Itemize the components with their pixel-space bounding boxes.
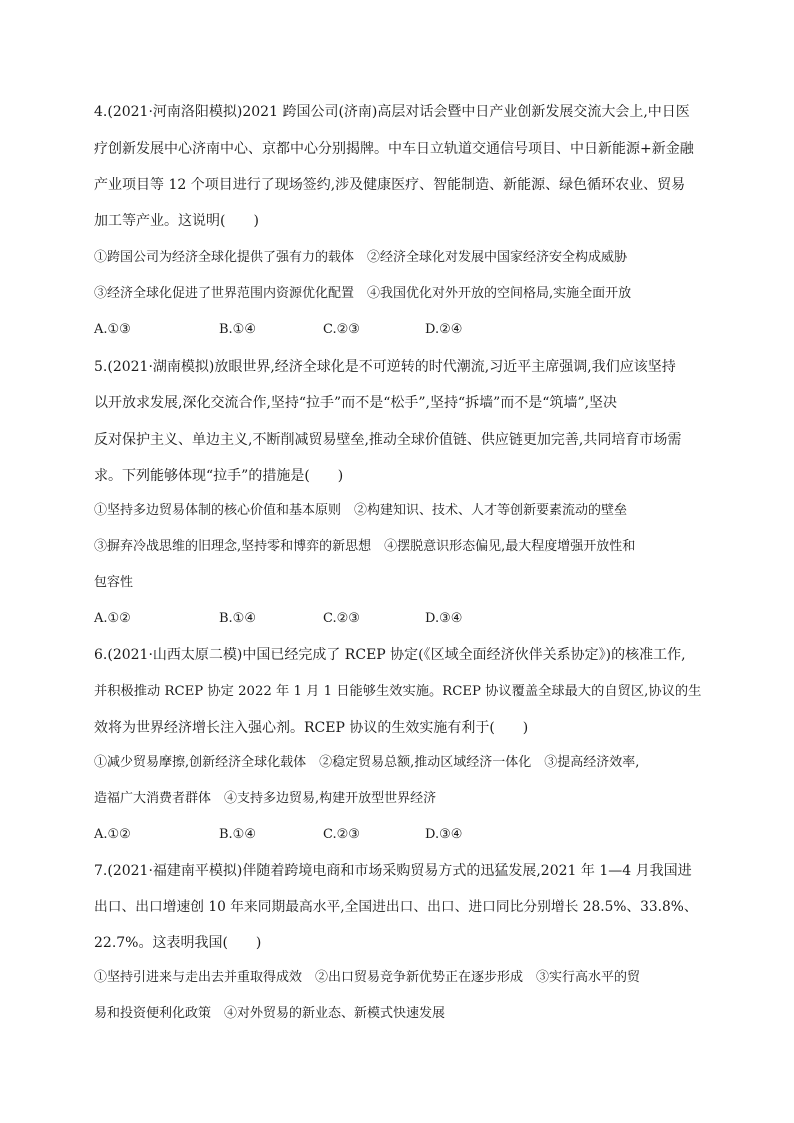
choice-b: B.①④: [219, 611, 256, 626]
question-7-stem-line: 7.(2021·福建南平模拟)伴随着跨境电商和市场采购贸易方式的迅猛发展,2021 年 1—4 月我国进: [94, 863, 692, 879]
question-7-statement-line: ①坚持引进来与走出去并重取得成效 ②出口贸易竞争新优势正在逐步形成 ③实行高水平的贸: [94, 970, 641, 985]
choice-a: A.①②: [94, 611, 131, 626]
question-5-stem-line: 以开放求发展,深化交流合作,坚持“拉手”而不是“松手”,坚持“拆墙”而不是“筑墙”,坚决: [94, 395, 618, 411]
choice-d: D.③④: [425, 611, 463, 626]
question-4-statement-line: ③经济全球化促进了世界范围内资源优化配置 ④我国优化对外开放的空间格局,实施全面开放: [94, 286, 632, 301]
question-4-stem-line: 4.(2021·河南洛阳模拟)2021 跨国公司(济南)高层对话会暨中日产业创新发展交流大会上,中日医: [94, 104, 690, 120]
question-7-statement-line: 易和投资便利化政策 ④对外贸易的新业态、新模式快速发展: [94, 1006, 446, 1021]
choice-b: B.①④: [219, 827, 256, 842]
choice-b: B.①④: [219, 322, 256, 337]
question-6-stem-line: 6.(2021·山西太原二模)中国已经完成了 RCEP 协定(《区域全面经济伙伴关系协定》)的核准工作,: [94, 647, 686, 663]
choice-d: D.②④: [425, 322, 463, 337]
choice-a: A.①③: [94, 322, 131, 337]
question-4-stem-line: 产业项目等 12 个项目进行了现场签约,涉及健康医疗、智能制造、新能源、绿色循环农业、贸易: [94, 177, 686, 193]
question-5-statement-line: ①坚持多边贸易体制的核心价值和基本原则 ②构建知识、技术、人才等创新要素流动的壁垒: [94, 503, 628, 518]
choice-a: A.①②: [94, 827, 131, 842]
question-5-statement-line: 包容性: [94, 575, 134, 590]
question-6-stem-line: 效将为世界经济增长注入强心剂。RCEP 协议的生效实施有利于( ): [94, 720, 529, 736]
question-7-stem-line: 22.7%。这表明我国( ): [94, 935, 262, 951]
question-5-stem-line: 反对保护主义、单边主义,不断削减贸易壁垒,推动全球价值链、供应链更加完善,共同培育市场需: [94, 432, 682, 448]
question-6-statement-line: ①减少贸易摩擦,创新经济全球化载体 ②稳定贸易总额,推动区域经济一体化 ③提高经济效率,: [94, 755, 640, 770]
choice-d: D.③④: [425, 827, 463, 842]
question-5-stem-line: 求。下列能够体现“拉手”的措施是( ): [94, 468, 344, 484]
question-4-statement-line: ①跨国公司为经济全球化提供了强有力的载体 ②经济全球化对发展中国家经济安全构成威胁: [94, 250, 628, 265]
question-5-stem-line: 5.(2021·湖南模拟)放眼世界,经济全球化是不可逆转的时代潮流,习近平主席强调,我们应该坚持: [94, 359, 676, 375]
question-7-stem-line: 出口、出口增速创 10 年来同期最高水平,全国进出口、出口、进口同比分别增长 28.5%、33.8%、: [94, 899, 698, 915]
question-5-statement-line: ③摒弃冷战思维的旧理念,坚持零和博弈的新思想 ④摆脱意识形态偏见,最大程度增强开放性和: [94, 539, 636, 554]
question-6-stem-line: 并积极推动 RCEP 协定 2022 年 1 月 1 日能够生效实施。RCEP 协议覆盖全球最大的自贸区,协议的生: [94, 684, 702, 699]
question-6-statement-line: 造福广大消费者群体 ④支持多边贸易,构建开放型世界经济: [94, 791, 437, 806]
choice-c: C.②③: [323, 322, 360, 337]
choice-c: C.②③: [323, 611, 360, 626]
question-4-stem-line: 加工等产业。这说明( ): [94, 213, 259, 229]
question-4-stem-line: 疗创新发展中心济南中心、京都中心分别揭牌。中车日立轨道交通信号项目、中日新能源+新金融: [94, 141, 694, 157]
choice-c: C.②③: [323, 827, 360, 842]
